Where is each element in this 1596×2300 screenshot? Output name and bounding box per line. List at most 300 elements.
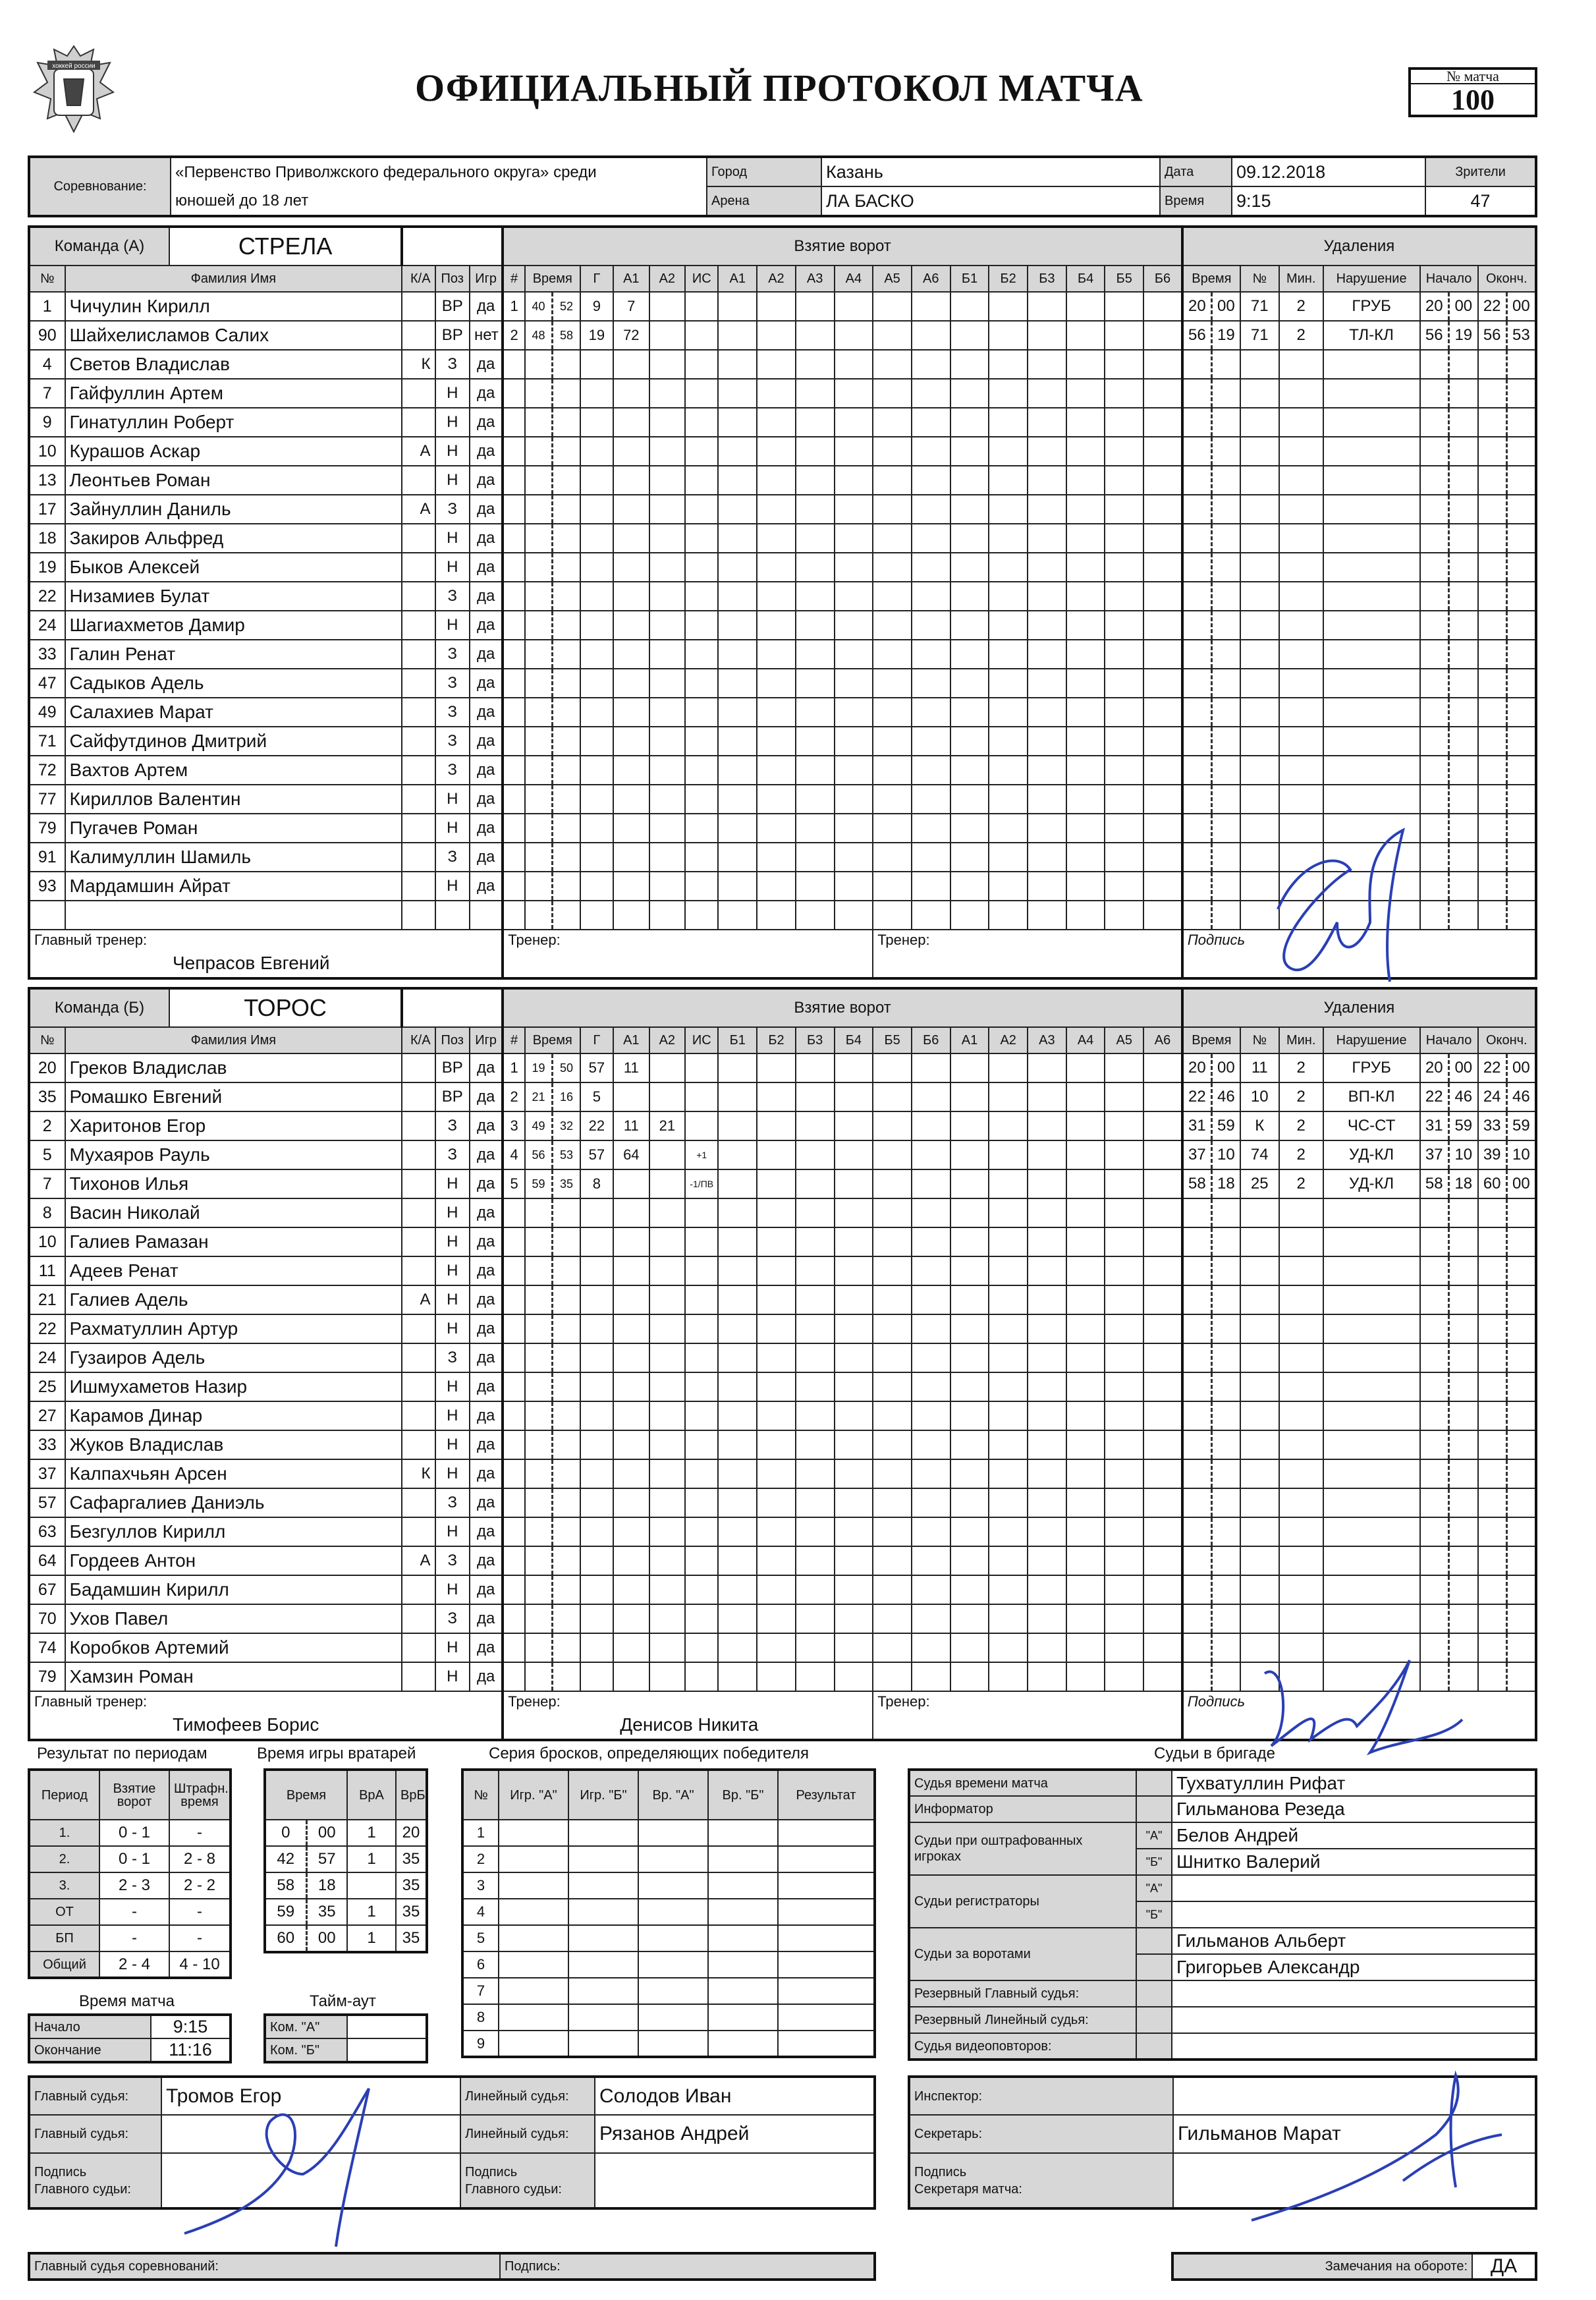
- official-row: [909, 2007, 1536, 2033]
- penalty-minutes: [1279, 1314, 1323, 1343]
- period-row: [29, 1872, 231, 1899]
- team_b-coach-label: Тренер:: [508, 1693, 561, 1710]
- penalty-end: [1478, 1256, 1536, 1285]
- team_a-header-18: Б2: [989, 266, 1028, 292]
- shootout-row: [462, 1846, 875, 1872]
- official-role: Резервный Линейный судья:: [909, 2007, 1136, 2033]
- onice-cell: [1028, 611, 1066, 640]
- onice-cell: [1066, 1111, 1105, 1140]
- goal-time: 21 16: [525, 1082, 580, 1111]
- onice-cell: [718, 1459, 757, 1488]
- goal-number: [503, 669, 525, 698]
- team_b-header-8: А1: [613, 1027, 649, 1053]
- onice-cell: [873, 727, 912, 756]
- match-start-value: 9:15: [151, 2015, 231, 2038]
- goal-time: [525, 524, 580, 553]
- onice-cell: [950, 1546, 989, 1575]
- goal-assist-1: [613, 1488, 649, 1517]
- onice-cell: [757, 901, 796, 930]
- onice-cell: [1143, 1053, 1182, 1082]
- remarks-table: [1171, 2252, 1537, 2281]
- onice-cell: [1105, 1314, 1143, 1343]
- goal-scorer: [580, 640, 613, 669]
- onice-cell: [1028, 1082, 1066, 1111]
- penalty-start: [1420, 1517, 1478, 1546]
- onice-cell: [757, 843, 796, 872]
- player-played: [470, 901, 503, 930]
- goalie-time: 60 00: [265, 1925, 347, 1952]
- onice-cell: [950, 1343, 989, 1372]
- onice-cell: [873, 1140, 912, 1169]
- penalty-minutes: [1279, 1546, 1323, 1575]
- penalty-time: [1182, 785, 1240, 814]
- player-number: 37: [29, 1459, 65, 1488]
- onice-cell: [1028, 582, 1066, 611]
- onice-cell: [1066, 1662, 1105, 1691]
- penalty-player: [1240, 553, 1279, 582]
- goal-time: [525, 1459, 580, 1488]
- penalty-end: [1478, 1227, 1536, 1256]
- goal-number: [503, 1372, 525, 1401]
- onice-cell: [950, 872, 989, 901]
- penalty-minutes: [1279, 1459, 1323, 1488]
- player-role: [402, 1488, 435, 1517]
- penalty-player: [1240, 379, 1279, 408]
- player-number: 10: [29, 437, 65, 466]
- penalty-time: [1182, 408, 1240, 437]
- goal-situation: [685, 1227, 718, 1256]
- goal-situation: [685, 524, 718, 553]
- official-name: Гильманов Альберт: [1172, 1928, 1536, 1954]
- onice-cell: [1105, 1198, 1143, 1227]
- player-position: Н: [435, 1256, 470, 1285]
- team_b-header-10: ИС: [685, 1027, 718, 1053]
- penalty-end: 39 10: [1478, 1140, 1536, 1169]
- player-number: 74: [29, 1633, 65, 1662]
- player-role: [402, 1430, 435, 1459]
- penalty-time: [1182, 1198, 1240, 1227]
- onice-cell: [1066, 1459, 1105, 1488]
- goal-scorer: [580, 1372, 613, 1401]
- penalty-time: [1182, 1227, 1240, 1256]
- goal-number: [503, 611, 525, 640]
- arena-label: Арена: [707, 186, 821, 216]
- goal-time: [525, 756, 580, 785]
- onice-cell: [1028, 1662, 1066, 1691]
- protocol-title: ОФИЦИАЛЬНЫЙ ПРОТОКОЛ МАТЧА: [415, 67, 1143, 109]
- goal-time: [525, 669, 580, 698]
- player-row: [29, 698, 1536, 727]
- goal-situation: [685, 495, 718, 524]
- official-role: Судьи за воротами: [909, 1928, 1136, 1980]
- player-row: [29, 756, 1536, 785]
- onice-cell: [950, 1256, 989, 1285]
- penalty-end: [1478, 1488, 1536, 1517]
- team_b-header-22: А6: [1143, 1027, 1182, 1053]
- player-role: [402, 698, 435, 727]
- goal-scorer: 5: [580, 1082, 613, 1111]
- onice-cell: [757, 1169, 796, 1198]
- team_b-header-28: Оконч.: [1478, 1027, 1536, 1053]
- penalty-minutes: [1279, 1604, 1323, 1633]
- player-name: Пугачев Роман: [65, 814, 402, 843]
- goal-assist-2: [649, 321, 686, 350]
- onice-cell: [1105, 1575, 1143, 1604]
- onice-cell: [1143, 1082, 1182, 1111]
- main-referee-signature: [171, 2082, 422, 2253]
- goal-assist-2: [649, 553, 686, 582]
- onice-cell: [873, 292, 912, 321]
- player-position: З: [435, 582, 470, 611]
- player-row: [29, 1517, 1536, 1546]
- goal-assist-1: [613, 1343, 649, 1372]
- player-name: Мухаяров Рауль: [65, 1140, 402, 1169]
- hockey-russia-emblem: [28, 33, 120, 152]
- official-row: [909, 1822, 1536, 1849]
- player-name: Гайфуллин Артем: [65, 379, 402, 408]
- shootout-cell: [568, 2004, 638, 2031]
- shootout-goalie-a-header: Вр. "А": [638, 1770, 708, 1820]
- goal-time: [525, 843, 580, 872]
- player-row: [29, 553, 1536, 582]
- onice-cell: [1143, 379, 1182, 408]
- goal-assist-2: [649, 1604, 686, 1633]
- goal-time: [525, 1372, 580, 1401]
- goalie-a: 1: [347, 1820, 396, 1846]
- onice-cell: [1028, 1633, 1066, 1662]
- onice-cell: [950, 379, 989, 408]
- penalty-violation: [1323, 495, 1420, 524]
- goal-number: [503, 756, 525, 785]
- goal-assist-2: [649, 379, 686, 408]
- onice-cell: [1028, 495, 1066, 524]
- onice-cell: [873, 1111, 912, 1140]
- goal-situation: [685, 321, 718, 350]
- shootout-row: [462, 1925, 875, 1951]
- onice-cell: [1066, 727, 1105, 756]
- penalty-violation: [1323, 1488, 1420, 1517]
- onice-cell: [950, 1401, 989, 1430]
- onice-cell: [1066, 814, 1105, 843]
- penalty-violation: [1323, 1430, 1420, 1459]
- shootout-cell: [778, 1978, 875, 2004]
- onice-cell: [989, 1633, 1028, 1662]
- goalie-row: [265, 1820, 427, 1846]
- player-number: 1: [29, 292, 65, 321]
- player-row: [29, 408, 1536, 437]
- penalty-violation: [1323, 350, 1420, 379]
- player-role: [402, 785, 435, 814]
- goal-assist-2: [649, 698, 686, 727]
- penalty-violation: [1323, 669, 1420, 698]
- spectators-value: 47: [1425, 186, 1536, 216]
- player-row: [29, 1488, 1536, 1517]
- player-position: З: [435, 495, 470, 524]
- goal-number: [503, 1575, 525, 1604]
- goal-assist-1: [613, 1430, 649, 1459]
- goalie-b: 35: [396, 1872, 427, 1899]
- onice-cell: [873, 1227, 912, 1256]
- player-position: ВР: [435, 1082, 470, 1111]
- main-referee-1-label: Главный судья:: [29, 2077, 161, 2115]
- onice-cell: [718, 1604, 757, 1633]
- onice-cell: [1105, 582, 1143, 611]
- player-row: [29, 437, 1536, 466]
- player-name: Кириллов Валентин: [65, 785, 402, 814]
- penalty-end: 33 59: [1478, 1111, 1536, 1140]
- penalty-start: [1420, 553, 1478, 582]
- period-goals-header: Взятие ворот: [99, 1770, 169, 1820]
- penalty-time: 20 00: [1182, 292, 1240, 321]
- player-number: 5: [29, 1140, 65, 1169]
- goal-situation: [685, 698, 718, 727]
- competition-line1: «Первенство Приволжского федерального округа» среди: [171, 157, 707, 186]
- onice-cell: [796, 1314, 835, 1343]
- goal-time: [525, 1488, 580, 1517]
- goal-number: [503, 1256, 525, 1285]
- onice-cell: [989, 1082, 1028, 1111]
- onice-cell: [1105, 727, 1143, 756]
- penalty-minutes: [1279, 1227, 1323, 1256]
- shootout-cell: [708, 1899, 778, 1925]
- secretary-signature: [1238, 2069, 1515, 2227]
- onice-cell: [1028, 843, 1066, 872]
- onice-cell: [1143, 1140, 1182, 1169]
- penalty-start: [1420, 1459, 1478, 1488]
- onice-cell: [1143, 1256, 1182, 1285]
- onice-cell: [718, 524, 757, 553]
- goal-assist-2: [649, 727, 686, 756]
- penalty-end: [1478, 640, 1536, 669]
- team_a-header-7: Г: [580, 266, 613, 292]
- onice-cell: [989, 727, 1028, 756]
- onice-cell: [796, 1169, 835, 1198]
- team_a-header-2: К/А: [402, 266, 435, 292]
- onice-cell: [757, 1140, 796, 1169]
- onice-cell: [1028, 669, 1066, 698]
- penalty-minutes: [1279, 756, 1323, 785]
- goal-time: 48 58: [525, 321, 580, 350]
- penalty-minutes: [1279, 466, 1323, 495]
- goal-scorer: [580, 1401, 613, 1430]
- goal-assist-2: [649, 350, 686, 379]
- player-role: [402, 1169, 435, 1198]
- main2-sign-label-1: Подпись: [465, 2164, 518, 2179]
- penalty-start: [1420, 1227, 1478, 1256]
- team_a-head-coach: Чепрасов Евгений: [173, 953, 330, 973]
- goal-assist-1: [613, 495, 649, 524]
- team_a-header-25: Мин.: [1279, 266, 1323, 292]
- goal-time: [525, 1430, 580, 1459]
- goal-time: [525, 1575, 580, 1604]
- player-row: [29, 1575, 1536, 1604]
- goal-time: [525, 466, 580, 495]
- line-referee-2-label: Линейный судья:: [460, 2115, 595, 2153]
- penalty-player: [1240, 524, 1279, 553]
- official-row: [909, 1796, 1536, 1822]
- goal-scorer: [580, 553, 613, 582]
- official-team: "А": [1136, 1822, 1172, 1849]
- goal-assist-2: [649, 582, 686, 611]
- goalie-a-header: ВрА: [347, 1770, 396, 1820]
- onice-cell: [796, 466, 835, 495]
- official-team: [1136, 1954, 1172, 1980]
- penalty-violation: [1323, 466, 1420, 495]
- goalie-b: 20: [396, 1820, 427, 1846]
- player-position: Н: [435, 408, 470, 437]
- penalty-player: [1240, 437, 1279, 466]
- onice-cell: [796, 524, 835, 553]
- onice-cell: [757, 669, 796, 698]
- onice-cell: [835, 292, 873, 321]
- penalty-start: [1420, 785, 1478, 814]
- goal-scorer: 9: [580, 292, 613, 321]
- onice-cell: [873, 350, 912, 379]
- goal-number: [503, 379, 525, 408]
- team_a-coach2-label: Тренер:: [877, 932, 930, 948]
- player-name: Мардамшин Айрат: [65, 872, 402, 901]
- onice-cell: [1143, 1314, 1182, 1343]
- goal-time: [525, 350, 580, 379]
- shootout-cell: [638, 1899, 708, 1925]
- penalty-end: [1478, 408, 1536, 437]
- penalty-player: [1240, 1285, 1279, 1314]
- onice-cell: [873, 466, 912, 495]
- timeout-title: Тайм-аут: [310, 1992, 376, 2010]
- onice-cell: [950, 814, 989, 843]
- goalie-time: 0 00: [265, 1820, 347, 1846]
- onice-cell: [835, 785, 873, 814]
- penalty-violation: [1323, 1459, 1420, 1488]
- onice-cell: [718, 350, 757, 379]
- player-row: [29, 1314, 1536, 1343]
- onice-cell: [873, 872, 912, 901]
- official-role: Судьи при оштрафованных игроках: [909, 1822, 1136, 1875]
- onice-cell: [912, 1227, 950, 1256]
- goal-situation: [685, 1285, 718, 1314]
- onice-cell: [1028, 1459, 1066, 1488]
- onice-cell: [950, 1285, 989, 1314]
- penalty-time: [1182, 1604, 1240, 1633]
- penalty-minutes: [1279, 553, 1323, 582]
- onice-cell: [835, 640, 873, 669]
- onice-cell: [835, 1662, 873, 1691]
- goal-assist-1: 64: [613, 1140, 649, 1169]
- onice-cell: [1028, 1488, 1066, 1517]
- player-role: [402, 524, 435, 553]
- onice-cell: [1028, 1169, 1066, 1198]
- player-position: Н: [435, 1198, 470, 1227]
- secretary-label: Секретарь:: [909, 2115, 1173, 2153]
- player-name: Галиев Адель: [65, 1285, 402, 1314]
- penalty-time: [1182, 524, 1240, 553]
- goal-time: 59 35: [525, 1169, 580, 1198]
- onice-cell: [873, 408, 912, 437]
- onice-cell: [718, 1633, 757, 1662]
- goalie-b: 35: [396, 1925, 427, 1952]
- onice-cell: [718, 1256, 757, 1285]
- goal-assist-1: [613, 698, 649, 727]
- penalty-player: 11: [1240, 1053, 1279, 1082]
- player-role: [402, 1227, 435, 1256]
- onice-cell: [912, 1314, 950, 1343]
- onice-cell: [1066, 901, 1105, 930]
- goal-assist-1: [613, 1517, 649, 1546]
- player-played: да: [470, 1169, 503, 1198]
- shootout-cell: [708, 2004, 778, 2031]
- onice-cell: [757, 466, 796, 495]
- onice-cell: [950, 901, 989, 930]
- city-value: Казань: [821, 157, 1160, 186]
- onice-cell: [1028, 437, 1066, 466]
- goal-assist-1: [613, 901, 649, 930]
- player-role: [402, 1111, 435, 1140]
- onice-cell: [1105, 1604, 1143, 1633]
- player-row: [29, 1546, 1536, 1575]
- goal-assist-1: [613, 1372, 649, 1401]
- penalty-start: [1420, 1343, 1478, 1372]
- official-row: [909, 1875, 1536, 1901]
- goal-assist-1: [613, 466, 649, 495]
- penalty-end: [1478, 379, 1536, 408]
- player-name: Калимуллин Шамиль: [65, 843, 402, 872]
- period-row: [29, 1951, 231, 1978]
- team_a-header-4: Игр: [470, 266, 503, 292]
- onice-cell: [1105, 1227, 1143, 1256]
- team_a-coach2-cell: [873, 930, 1182, 978]
- penalty-start: [1420, 524, 1478, 553]
- onice-cell: [1143, 1488, 1182, 1517]
- onice-cell: [718, 1169, 757, 1198]
- player-played: да: [470, 814, 503, 843]
- player-role: [402, 321, 435, 350]
- team_a-header-17: Б1: [950, 266, 989, 292]
- onice-cell: [873, 437, 912, 466]
- onice-cell: [1105, 756, 1143, 785]
- onice-cell: [796, 872, 835, 901]
- onice-cell: [796, 1140, 835, 1169]
- goal-number: [503, 1662, 525, 1691]
- team_a-header-15: А5: [873, 266, 912, 292]
- goalie-a: 1: [347, 1899, 396, 1925]
- goal-situation: [685, 843, 718, 872]
- player-role: К: [402, 350, 435, 379]
- onice-cell: [989, 843, 1028, 872]
- penalty-player: [1240, 1198, 1279, 1227]
- onice-cell: [1105, 1662, 1143, 1691]
- onice-cell: [757, 1575, 796, 1604]
- goal-assist-2: [649, 640, 686, 669]
- official-name: [1172, 1901, 1536, 1928]
- onice-cell: [796, 698, 835, 727]
- onice-cell: [989, 698, 1028, 727]
- shootout-cell: [708, 1951, 778, 1978]
- player-row: [29, 1430, 1536, 1459]
- onice-cell: [796, 843, 835, 872]
- onice-cell: [950, 321, 989, 350]
- player-position: Н: [435, 1401, 470, 1430]
- penalty-start: [1420, 640, 1478, 669]
- penalty-time: [1182, 1575, 1240, 1604]
- onice-cell: [912, 1430, 950, 1459]
- goal-situation: [685, 408, 718, 437]
- onice-cell: [757, 727, 796, 756]
- penalty-start: [1420, 1372, 1478, 1401]
- player-name: Гинатуллин Роберт: [65, 408, 402, 437]
- goal-time: [525, 553, 580, 582]
- player-role: [402, 379, 435, 408]
- player-number: 90: [29, 321, 65, 350]
